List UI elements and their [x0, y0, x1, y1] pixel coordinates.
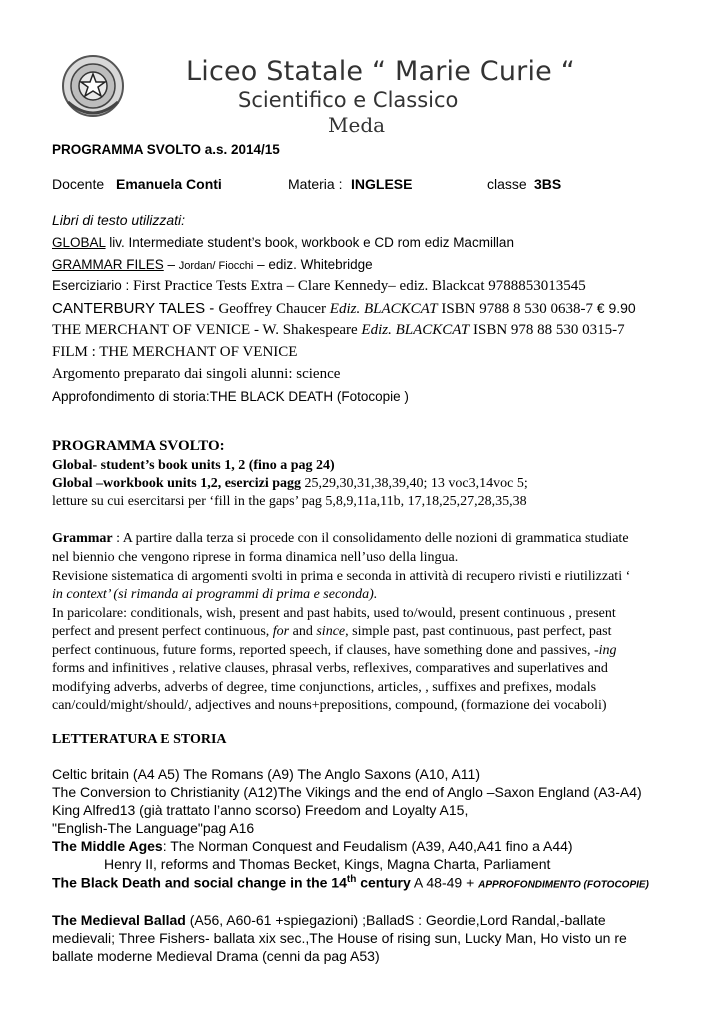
grammar-since: since — [316, 624, 346, 639]
book-global — [52, 235, 514, 250]
book-grammar — [52, 257, 373, 272]
page-title: PROGRAMMA SVOLTO a.s. 2014/15 — [52, 142, 280, 157]
literature-black-death — [52, 874, 649, 891]
grammar-ing: -ing — [593, 643, 617, 658]
eserciziario-details: First Practice Tests Extra – Clare Kennedy– ediz. Blackcat 9788853013545 — [133, 278, 586, 294]
book-merchant — [52, 322, 625, 339]
literature-r3: King Alfred13 (già trattato l’anno scorso) Freedom and Loyalty A15, — [52, 802, 469, 818]
canterbury-author: Geoffrey Chaucer — [218, 301, 330, 317]
middle-ages-details: : The Norman Conquest and Feudalism (A39, A40,A41 fino a A44) — [162, 838, 573, 854]
programma-global-wb-pages: 25,29,30,31,38,39,40; 13 voc3,14voc 5; — [304, 476, 528, 491]
grammar-l5: modifying adverbs, adverbs of degree, time conjunctions, articles, , suffixes and prefixes, modals — [52, 680, 597, 695]
republic-emblem-icon — [60, 50, 126, 122]
docente-label: Docente — [52, 176, 105, 192]
literature-r4: "English-The Language"pag A16 — [52, 820, 255, 836]
book-canterbury — [52, 300, 636, 318]
black-death-title: The Black Death and social change in the 14 — [52, 874, 347, 891]
grammar-l4: forms and infinitives , relative clauses, phrasal verbs, reflexives, comparatives and superlatives and — [52, 661, 608, 676]
grammar-p1-b: nel biennio che vengono riprese in forma dinamica nell’uso della lingua. — [52, 550, 459, 565]
black-death-pages: A 48-49 + — [410, 874, 479, 891]
canterbury-edition: Ediz. BLACKCAT — [329, 301, 438, 317]
merchant-edition: Ediz. BLACKCAT — [361, 322, 470, 338]
merchant-title: THE MERCHANT OF VENICE - W. Shakespeare — [52, 322, 362, 338]
programma-global-wb-label: Global –workbook units 1,2, esercizi pagg — [52, 476, 305, 491]
programma-heading: PROGRAMMA SVOLTO: — [52, 438, 225, 454]
grammar-l2-end: , simple past, past continuous, past perfect, past — [345, 624, 612, 639]
grammar-p2-b: in context’ (si rimanda ai programmi di prima e seconda). — [52, 587, 378, 602]
literature-henry: Henry II, reforms and Thomas Becket, Kings, Magna Charta, Parliament — [104, 856, 551, 872]
middle-ages-title: The Middle Ages — [52, 838, 163, 854]
grammar-for: for — [272, 624, 290, 639]
film-line: FILM : THE MERCHANT OF VENICE — [52, 344, 298, 360]
literature-ballad-a — [52, 912, 606, 928]
grammar-l1: In paricolare: conditionals, wish, present and past habits, used to/would, present continuous , present — [52, 606, 616, 621]
grammar-l3-start: perfect continuous, future forms, reported speech, if clauses, have something done and passives, — [52, 643, 594, 658]
grammar-intro: : A partire dalla terza si procede con il consolidamento delle nozioni di grammatica studiate — [112, 531, 629, 546]
book-global-details: liv. Intermediate student’s book, workbook e CD rom ediz Macmillan — [105, 235, 514, 250]
argomento-line: Argomento preparato dai singoli alunni: science — [52, 366, 341, 382]
literature-heading: LETTERATURA E STORIA — [52, 732, 227, 747]
grammar-l3 — [52, 643, 617, 659]
literature-middle-ages — [52, 838, 573, 854]
book-eserciziario — [52, 278, 586, 295]
classe-value: 3BS — [534, 176, 562, 192]
eserciziario-label: Eserciziario : — [52, 278, 134, 293]
materia-value: INGLESE — [351, 176, 413, 192]
literature-r1: Celtic britain (A4 A5) The Romans (A9) The Anglo Saxons (A10, A11) — [52, 766, 480, 782]
book-grammar-title: GRAMMAR FILES — [52, 257, 164, 272]
school-type: Scientifico e Classico — [238, 88, 459, 112]
grammar-and: and — [289, 624, 317, 639]
merchant-isbn: ISBN 978 88 530 0315-7 — [469, 322, 625, 338]
approfondimento-line: Approfondimento di storia:THE BLACK DEATH (Fotocopie ) — [52, 389, 409, 404]
books-heading: Libri di testo utilizzati: — [52, 212, 186, 228]
grammar-label: Grammar — [52, 531, 113, 546]
school-name: Liceo Statale “ Marie Curie “ — [186, 56, 575, 87]
book-global-title: GLOBAL — [52, 235, 106, 250]
materia-label: Materia : — [288, 176, 343, 192]
book-grammar-edition: – ediz. Whitebridge — [253, 257, 373, 272]
programma-global-wb — [52, 476, 528, 492]
ballad-details: (A56, A60-61 +spiegazioni) ;BalladS : Geordie,Lord Randal,-ballate — [185, 912, 606, 928]
docente-name: Emanuela Conti — [116, 176, 222, 192]
programma-global-sb: Global- student’s book units 1, 2 (fino a pag 24) — [52, 458, 335, 473]
literature-ballad-b: medievali; Three Fishers- ballata xix sec.,The House of rising sun, Lucky Man, Ho visto un re — [52, 930, 627, 946]
classe-label: classe — [487, 176, 527, 192]
literature-r2: The Conversion to Christianity (A12)The Vikings and the end of Anglo –Saxon England (A3-A4) — [52, 784, 642, 800]
book-grammar-dash: – — [163, 257, 179, 272]
grammar-l6: can/could/might/should/, adjectives and nouns+prepositions, compound, (formazione dei vocaboli) — [52, 698, 607, 713]
literature-ballad-c: ballate moderne Medieval Drama (cenni da pag A53) — [52, 948, 380, 964]
grammar-l2-start: perfect and present perfect continuous, — [52, 624, 273, 639]
book-grammar-authors: Jordan/ Fiocchi — [178, 260, 254, 272]
canterbury-isbn: ISBN 9788 8 530 0638-7 — [437, 301, 597, 317]
black-death-century: century — [356, 874, 411, 891]
ballad-title: The Medieval Ballad — [52, 912, 186, 928]
grammar-p2-a: Revisione sistematica di argomenti svolti in prima e seconda in attività di recupero rivisti e riutilizzati ‘ — [52, 569, 631, 584]
school-city: Meda — [328, 113, 386, 137]
programma-letture: letture su cui esercitarsi per ‘fill in the gaps’ pag 5,8,9,11a,11b, 17,18,25,27,28,35,38 — [52, 494, 527, 509]
black-death-approfondimento: APPROFONDIMENTO (FOTOCOPIE) — [478, 879, 649, 891]
canterbury-price: € 9.90 — [596, 300, 636, 316]
grammar-l2 — [52, 624, 611, 640]
black-death-sup: th — [346, 874, 357, 885]
canterbury-title: CANTERBURY TALES - — [52, 300, 219, 317]
grammar-p1-a — [52, 531, 629, 547]
